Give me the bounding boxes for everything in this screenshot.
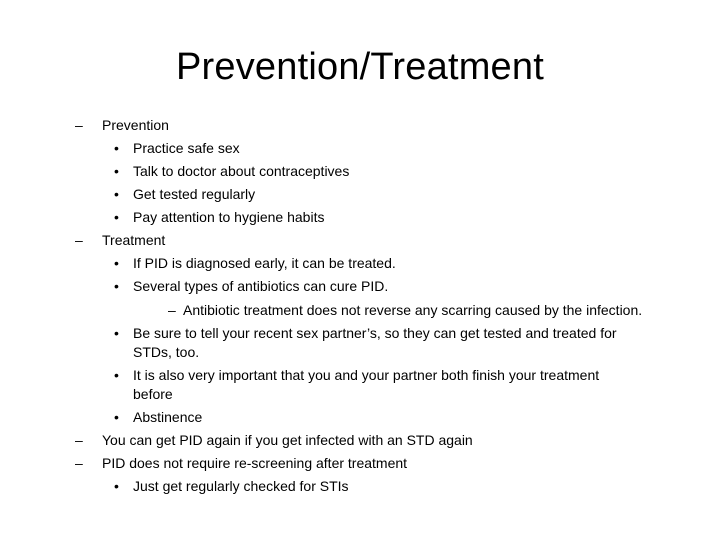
bullet-level2: Practice safe sex	[133, 140, 240, 156]
bullet-level1: PID does not require re-screening after treatment	[102, 455, 408, 471]
bullet-level2: If PID is diagnosed early, it can be treated.	[133, 255, 396, 271]
bullet-level1-prevention: Prevention	[102, 117, 169, 133]
dash-marker: –	[75, 455, 83, 471]
bullet-marker: •	[114, 163, 119, 179]
bullet-level2: Pay attention to hygiene habits	[133, 209, 325, 225]
bullet-level2: Get tested regularly	[133, 186, 256, 202]
bullet-marker: •	[114, 255, 119, 271]
dash-marker: –	[75, 432, 83, 448]
slide-title: Prevention/Treatment	[176, 46, 544, 88]
bullet-level3: Antibiotic treatment does not reverse any scarring caused by the infection.	[183, 302, 643, 318]
bullet-marker: •	[114, 409, 119, 425]
bullet-level2: Several types of antibiotics can cure PID.	[133, 278, 389, 294]
bullet-level2-continuation: STDs, too.	[133, 344, 200, 360]
bullet-marker: •	[114, 278, 119, 294]
bullet-marker: •	[114, 140, 119, 156]
bullet-level2: Abstinence	[133, 409, 203, 425]
bullet-level2: Be sure to tell your recent sex partner’s, so they can get tested and treated for	[133, 325, 617, 341]
bullet-marker: •	[114, 209, 119, 225]
bullet-marker: •	[114, 325, 119, 341]
bullet-level2-continuation: before	[133, 386, 173, 402]
bullet-marker: •	[114, 367, 119, 383]
bullet-level2: It is also very important that you and your partner both finish your treatment	[133, 367, 600, 383]
bullet-marker: •	[114, 478, 119, 494]
dash-marker: –	[75, 232, 83, 248]
bullet-level2: Talk to doctor about contraceptives	[133, 163, 350, 179]
bullet-level1-treatment: Treatment	[102, 232, 166, 248]
dash-marker: –	[75, 117, 83, 133]
bullet-level1: You can get PID again if you get infected with an STD again	[102, 432, 473, 448]
bullet-level2: Just get regularly checked for STIs	[133, 478, 349, 494]
bullet-marker: •	[114, 186, 119, 202]
dash-marker: –	[168, 302, 176, 318]
